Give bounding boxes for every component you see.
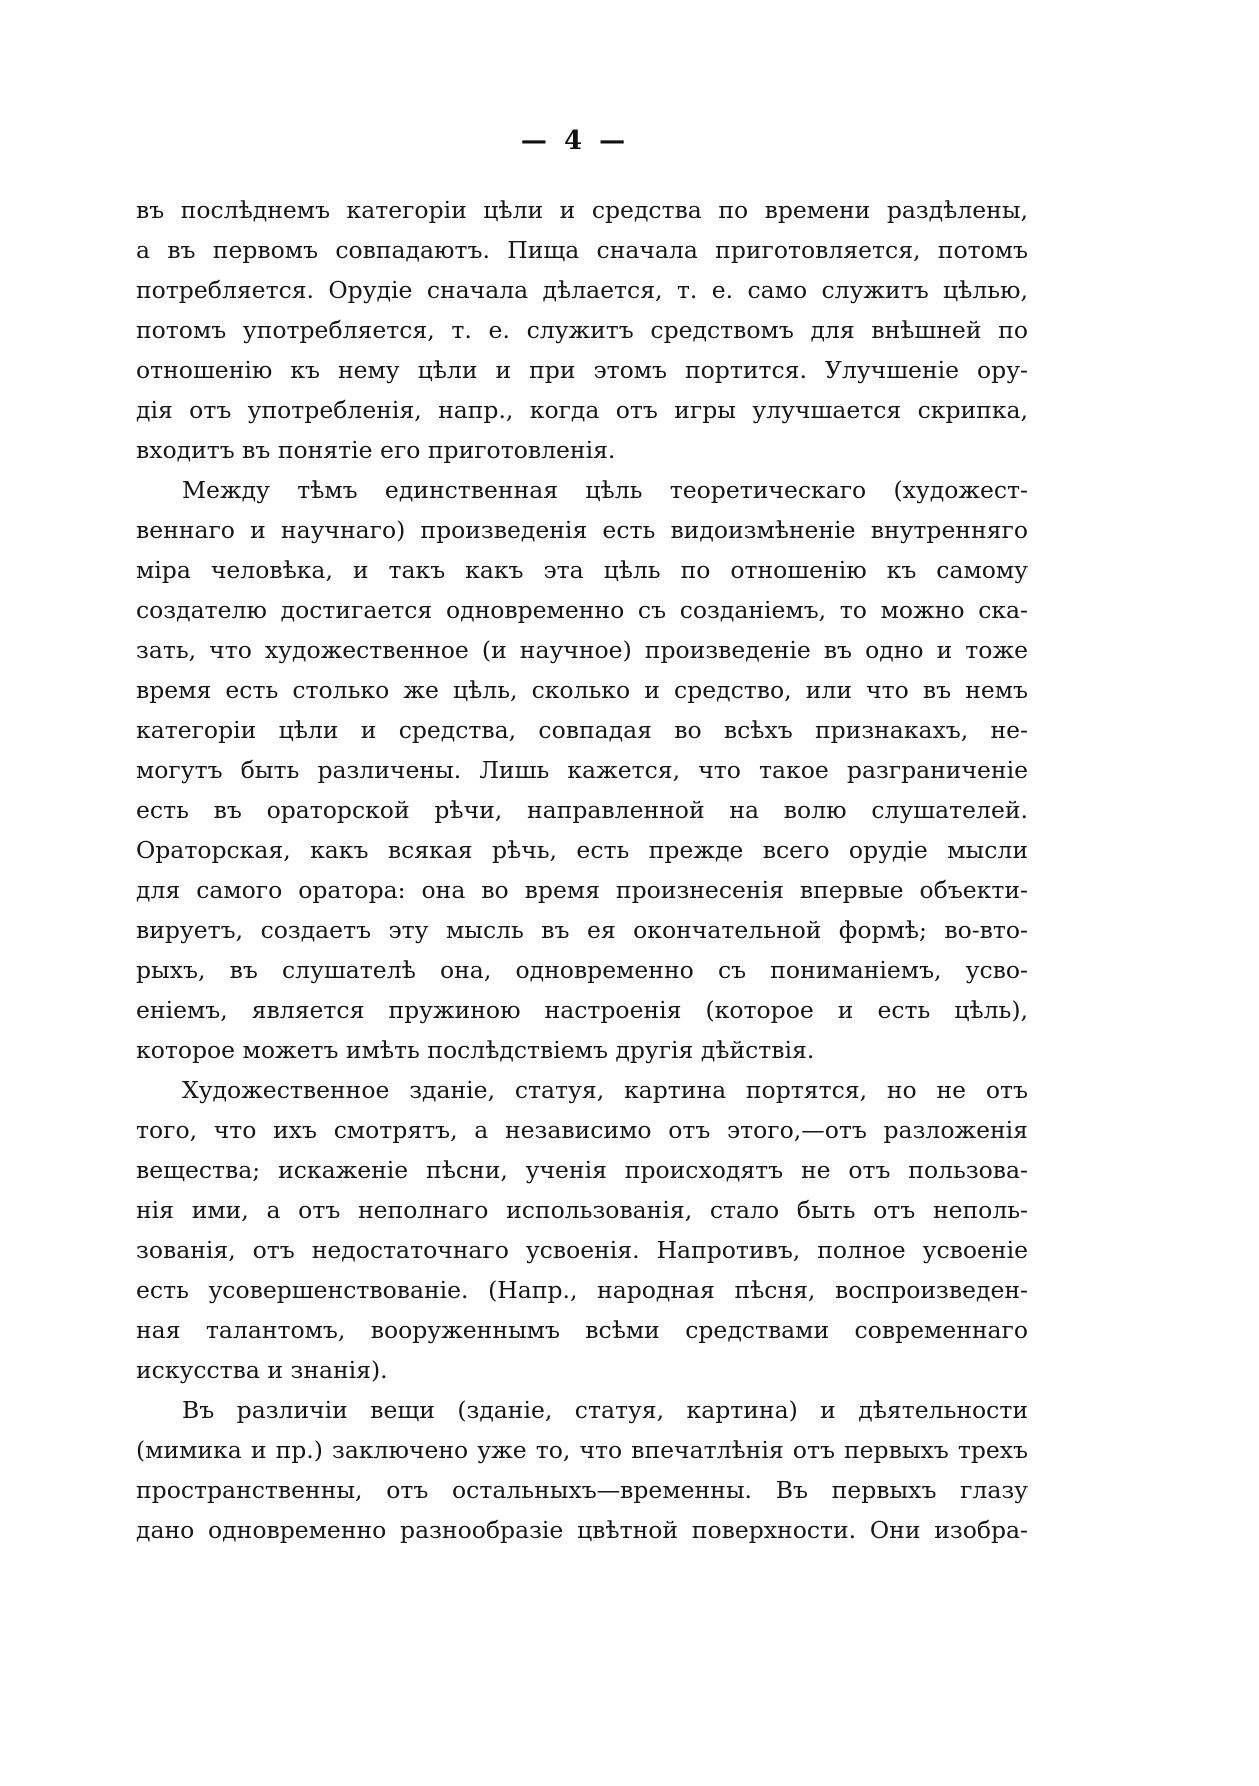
text-line: еніемъ, является пружиною настроенія (которое и есть цѣль), xyxy=(136,996,1028,1024)
text-line: Между тѣмъ единственная цѣль теоретическаго (художест- xyxy=(182,476,1028,504)
text-line: искусства и знанія). xyxy=(136,1356,388,1384)
text-line: міра человѣка, и такъ какъ эта цѣль по отношенію къ самому xyxy=(136,556,1028,584)
text-line: вещества; искаженіе пѣсни, ученія происходятъ не отъ пользова- xyxy=(136,1156,1028,1184)
text-line: зованія, отъ недостаточнаго усвоенія. Напротивъ, полное усвоеніе xyxy=(136,1236,1028,1264)
text-line: могутъ быть различены. Лишь кажется, что такое разграниченіе xyxy=(136,756,1028,784)
text-line: рыхъ, въ слушателѣ она, одновременно съ пониманіемъ, усво- xyxy=(136,956,1028,984)
text-line: того, что ихъ смотрятъ, а независимо отъ этого,—отъ разложенія xyxy=(136,1116,1028,1144)
paragraph-2 xyxy=(136,470,1028,1070)
text-line: вируетъ, создаетъ эту мысль въ ея окончательной формѣ; во-вто- xyxy=(136,916,1028,944)
text-line: категоріи цѣли и средства, совпадая во всѣхъ признакахъ, не- xyxy=(136,716,1028,744)
text-line: отношенію къ нему цѣли и при этомъ портится. Улучшеніе ору- xyxy=(136,356,1028,384)
paragraph-4 xyxy=(136,1390,1028,1550)
text-line: веннаго и научнаго) произведенія есть видоизмѣненіе внутренняго xyxy=(136,516,1028,544)
text-line: въ послѣднемъ категоріи цѣли и средства по времени раздѣлены, xyxy=(136,196,1028,224)
text-line: потребляется. Орудіе сначала дѣлается, т. е. само служитъ цѣлью, xyxy=(136,276,1028,304)
text-line: для самого оратора: она во время произнесенія впервые объекти- xyxy=(136,876,1028,904)
text-line: есть усовершенствованіе. (Напр., народная пѣсня, воспроизведен- xyxy=(136,1276,1028,1304)
text-line: создателю достигается одновременно съ созданіемъ, то можно ска- xyxy=(136,596,1028,624)
text-line: (мимика и пр.) заключено уже то, что впечатлѣнія отъ первыхъ трехъ xyxy=(136,1436,1028,1464)
text-line: дано одновременно разнообразіе цвѣтной поверхности. Они изобра- xyxy=(136,1516,1028,1544)
text-line: есть въ ораторской рѣчи, направленной на волю слушателей. xyxy=(136,796,1028,824)
text-line: время есть столько же цѣль, сколько и средство, или что въ немъ xyxy=(136,676,1028,704)
text-line: пространственны, отъ остальныхъ—временны. Въ первыхъ глазу xyxy=(136,1476,1028,1504)
paragraph-1 xyxy=(136,190,1028,470)
text-line: дія отъ употребленія, напр., когда отъ игры улучшается скрипка, xyxy=(136,396,1028,424)
text-line: входитъ въ понятіе его приготовленія. xyxy=(136,436,616,464)
text-line: потомъ употребляется, т. е. служитъ средствомъ для внѣшней по xyxy=(136,316,1028,344)
text-line: зать, что художественное (и научное) произведеніе въ одно и тоже xyxy=(136,636,1028,664)
text-line: которое можетъ имѣть послѣдствіемъ другія дѣйствія. xyxy=(136,1036,815,1064)
text-body xyxy=(136,190,1028,1550)
paragraph-3 xyxy=(136,1070,1028,1390)
text-line: Въ различіи вещи (зданіе, статуя, картина) и дѣятельности xyxy=(182,1396,1028,1424)
page-number: — 4 — xyxy=(520,126,630,156)
text-line: Ораторская, какъ всякая рѣчь, есть прежде всего орудіе мысли xyxy=(136,836,1028,864)
text-line: а въ первомъ совпадаютъ. Пища сначала приготовляется, потомъ xyxy=(136,236,1028,264)
text-line: нія ими, а отъ неполнаго использованія, стало быть отъ неполь- xyxy=(136,1196,1028,1224)
text-line: ная талантомъ, вооруженнымъ всѣми средствами современнаго xyxy=(136,1316,1028,1344)
text-line: Художественное зданіе, статуя, картина портятся, но не отъ xyxy=(182,1076,1028,1104)
